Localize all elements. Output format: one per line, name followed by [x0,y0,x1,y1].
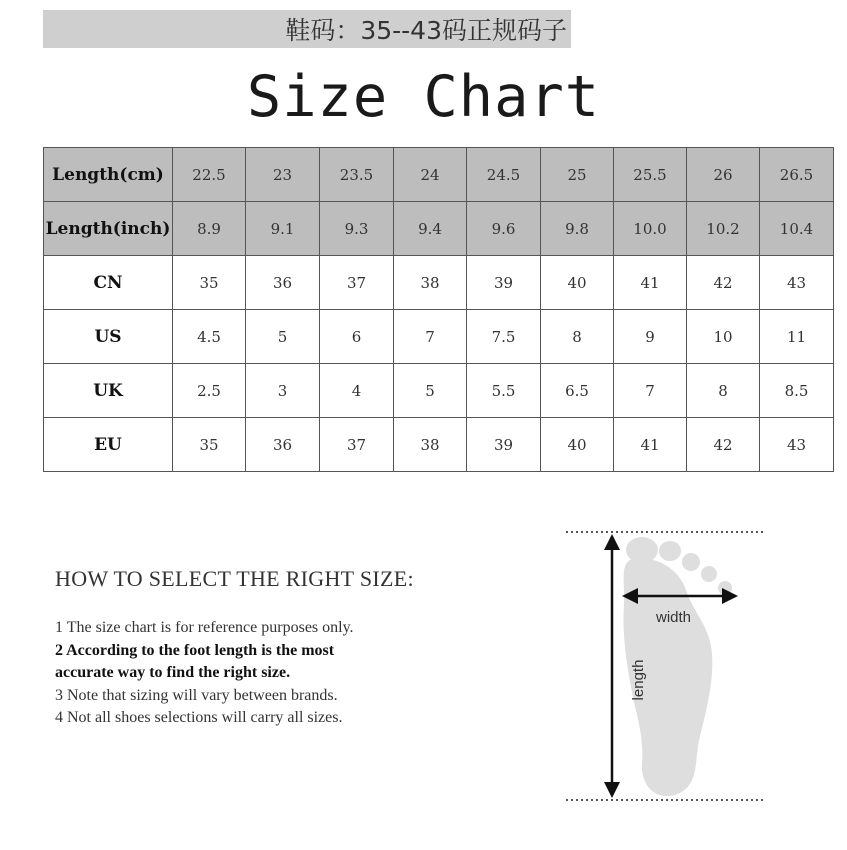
size-cell: 4 [320,364,394,418]
size-cell: 24 [394,148,467,202]
size-cell: 22.5 [173,148,246,202]
size-cell: 5 [394,364,467,418]
howto-note-line: accurate way to find the right size. [55,664,291,681]
size-cell: 25.5 [614,148,687,202]
size-cell: 8 [687,364,760,418]
size-cell: 35 [173,418,246,472]
row-label: Length(cm) [44,148,173,202]
size-cell: 8.5 [760,364,834,418]
size-cell: 9.4 [394,202,467,256]
size-cell: 43 [760,256,834,310]
row-label: UK [44,364,173,418]
table-row [44,310,834,364]
table-row [44,202,834,256]
howto-note-line: 2 According to the foot length is the most [55,641,335,659]
length-arrow [604,534,620,798]
row-label: Length(inch) [44,202,173,256]
howto-note-line: 4 Not all shoes selections will carry all sizes. [55,709,343,726]
size-cell: 40 [541,256,614,310]
size-cell: 4.5 [173,310,246,364]
size-cell: 43 [760,418,834,472]
size-cell: 38 [394,418,467,472]
size-cell: 7 [614,364,687,418]
size-cell: 39 [467,256,541,310]
size-cell: 5.5 [467,364,541,418]
size-cell: 9.8 [541,202,614,256]
size-cell: 36 [246,256,320,310]
size-cell: 6 [320,310,394,364]
size-cell: 23.5 [320,148,394,202]
foot-measurement-diagram [560,522,780,812]
size-range-banner [43,10,571,48]
size-cell: 24.5 [467,148,541,202]
size-cell: 9 [614,310,687,364]
size-chart-body [44,148,834,472]
howto-note-line: 1 The size chart is for reference purposes only. [55,619,354,636]
size-cell: 5 [246,310,320,364]
size-cell: 26.5 [760,148,834,202]
size-cell: 3 [246,364,320,418]
row-label: EU [44,418,173,472]
size-cell: 8 [541,310,614,364]
size-cell: 10.0 [614,202,687,256]
size-cell: 23 [246,148,320,202]
size-cell: 9.6 [467,202,541,256]
row-label: US [44,310,173,364]
size-cell: 37 [320,418,394,472]
size-cell: 10.4 [760,202,834,256]
size-chart-table [43,147,834,472]
size-cell: 2.5 [173,364,246,418]
size-cell: 9.1 [246,202,320,256]
size-cell: 36 [246,418,320,472]
size-cell: 35 [173,256,246,310]
table-row [44,256,834,310]
size-cell: 8.9 [173,202,246,256]
size-cell: 41 [614,418,687,472]
howto-notes [55,617,455,730]
table-row [44,148,834,202]
size-cell: 37 [320,256,394,310]
size-cell: 6.5 [541,364,614,418]
size-cell: 7 [394,310,467,364]
row-label: CN [44,256,173,310]
size-cell: 40 [541,418,614,472]
page-title: Size Chart [246,64,601,130]
size-cell: 10 [687,310,760,364]
size-cell: 41 [614,256,687,310]
size-cell: 26 [687,148,760,202]
size-cell: 7.5 [467,310,541,364]
size-cell: 38 [394,256,467,310]
size-cell: 25 [541,148,614,202]
table-row [44,418,834,472]
size-cell: 9.3 [320,202,394,256]
size-cell: 42 [687,256,760,310]
size-cell: 39 [467,418,541,472]
size-cell: 11 [760,310,834,364]
width-label: width [656,609,692,626]
size-cell: 10.2 [687,202,760,256]
howto-note-line: 3 Note that sizing will vary between brands. [55,686,338,704]
table-row [44,364,834,418]
size-range-banner-text: 鞋码：35--43码正规码子 [285,16,567,45]
howto-heading: HOW TO SELECT THE RIGHT SIZE: [55,566,414,591]
size-cell: 42 [687,418,760,472]
length-label: length [630,659,647,701]
